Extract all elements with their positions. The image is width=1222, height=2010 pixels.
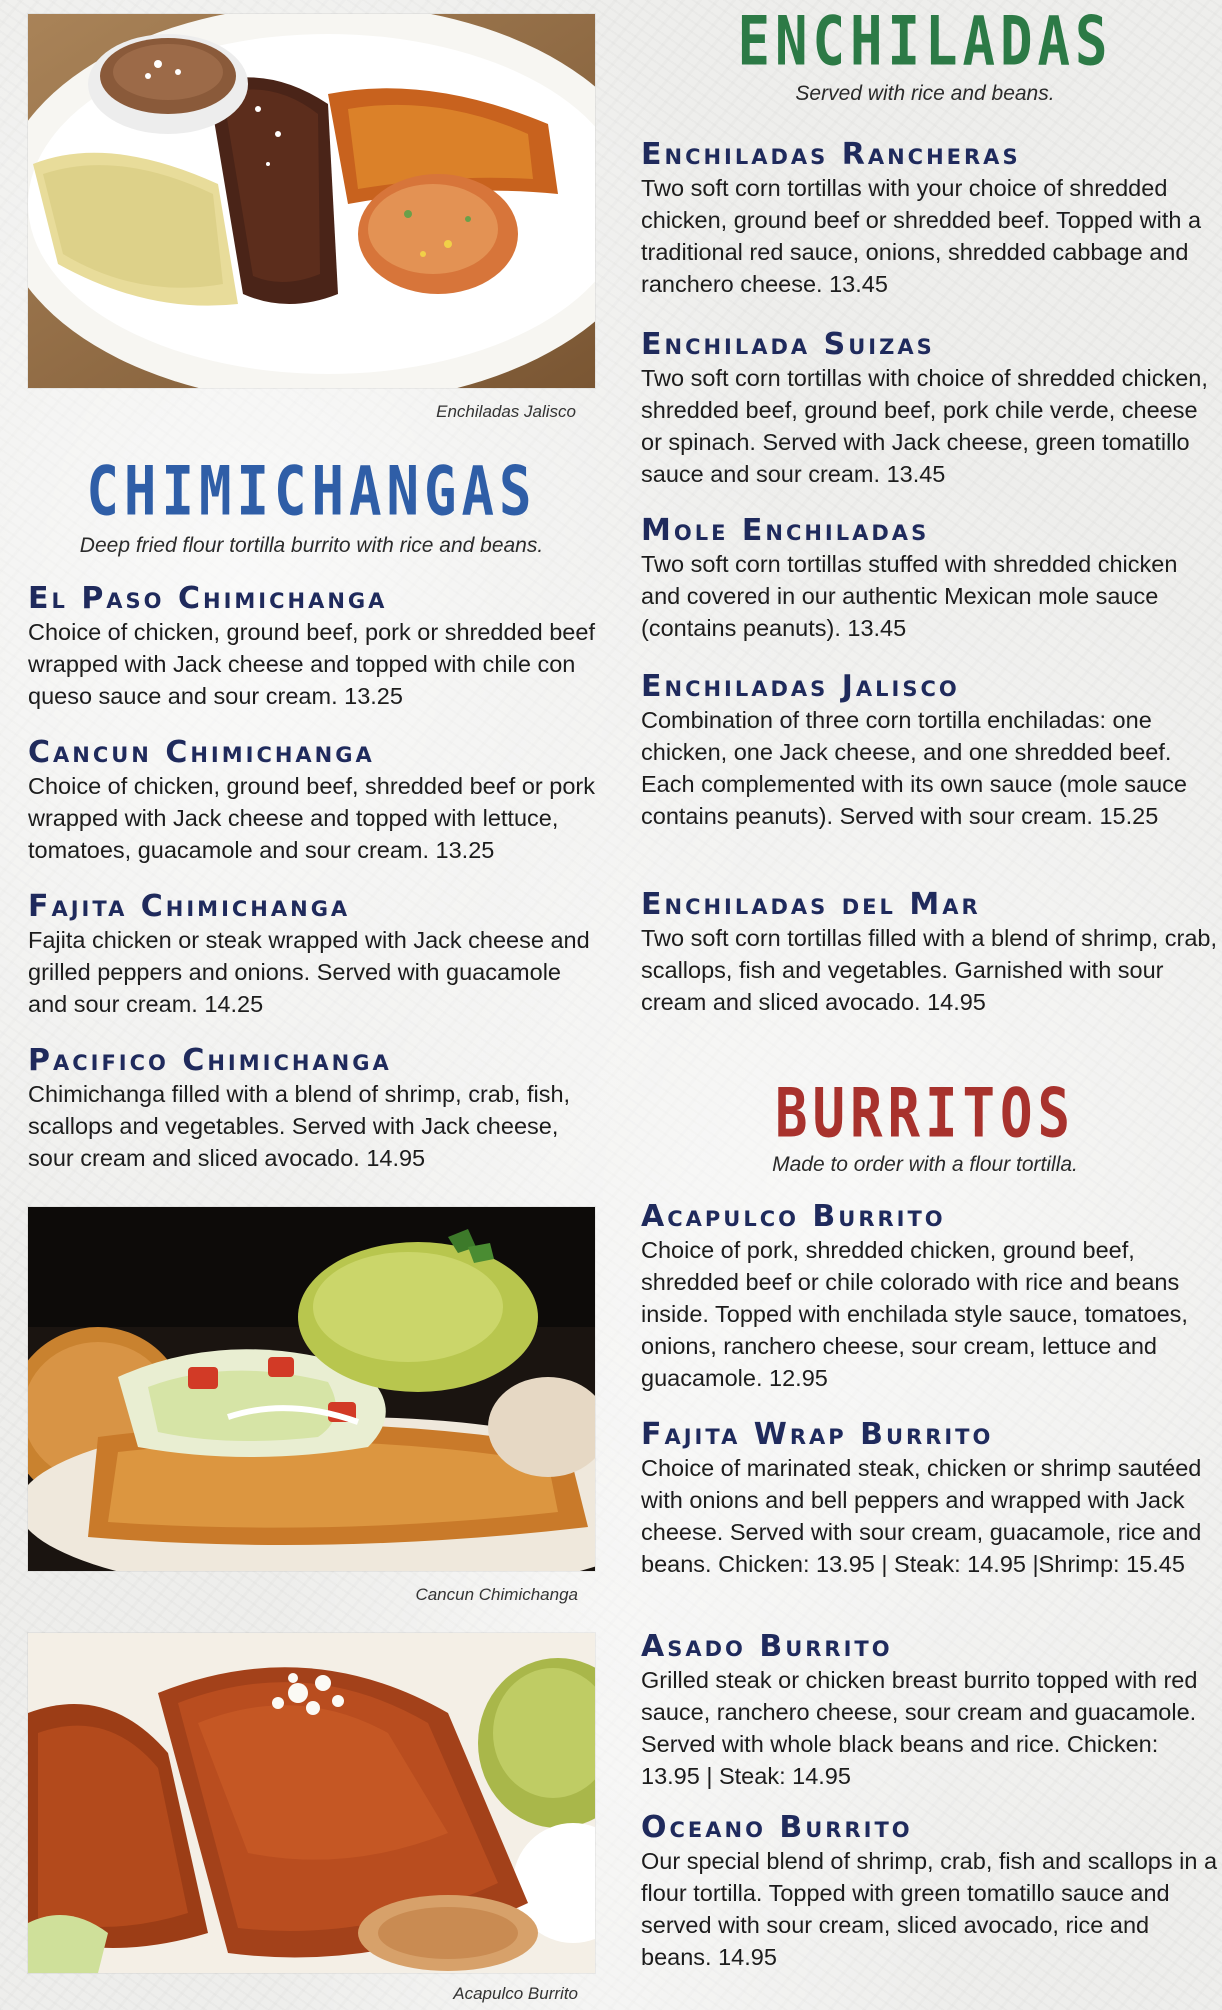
enchiladas-jalisco-caption: Enchiladas Jalisco <box>436 402 576 421</box>
menu-item-enchiladas-rancheras <box>641 138 1219 300</box>
item-name: Acapulco Burrito <box>641 1199 946 1234</box>
cancun-chimichanga-photo <box>28 1207 595 1571</box>
item-name: Enchilada Suizas <box>641 327 935 362</box>
item-description: Choice of chicken, ground beef, shredded beef or pork wrapped with Jack cheese and topped with lettuce, tomatoes, guacamole and sour cream. 13.25 <box>28 773 595 863</box>
menu-item-fajita-wrap-burrito <box>641 1418 1219 1580</box>
item-name: Enchiladas Rancheras <box>641 137 1021 172</box>
menu-item-oceano-burrito <box>641 1811 1219 1973</box>
acapulco-burrito-photo <box>28 1633 595 1973</box>
item-name: Enchiladas Jalisco <box>641 669 960 704</box>
item-description: Two soft corn tortillas stuffed with shredded chicken and covered in our authentic Mexican mole sauce (contains peanuts). 13.45 <box>641 551 1178 641</box>
menu-item-enchiladas-del-mar <box>641 888 1219 1018</box>
item-description: Chimichanga filled with a blend of shrimp, crab, fish, scallops and vegetables. Served with Jack cheese, sour cream and sliced avocado. 14.95 <box>28 1081 571 1171</box>
menu-item-asado-burrito <box>641 1630 1219 1792</box>
menu-item-enchilada-suizas <box>641 328 1219 490</box>
menu-item-el-paso-chimichanga <box>28 582 600 712</box>
item-description: Two soft corn tortillas filled with a blend of shrimp, crab, scallops, fish and vegetables. Garnished with sour cream and sliced avocado. 14.95 <box>641 925 1217 1015</box>
menu-item-cancun-chimichanga <box>28 736 600 866</box>
item-name: Asado Burrito <box>641 1629 893 1664</box>
item-name: Cancun Chimichanga <box>28 735 375 770</box>
item-description: Choice of chicken, ground beef, pork or shredded beef wrapped with Jack cheese and topped with chile con queso sauce and sour cream. 13.25 <box>28 619 595 709</box>
item-name: El Paso Chimichanga <box>28 581 388 616</box>
item-description: Fajita chicken or steak wrapped with Jack cheese and grilled peppers and onions. Served with guacamole and sour cream. 14.25 <box>28 927 590 1017</box>
enchiladas-subtitle: Served with rice and beans. <box>795 82 1055 105</box>
item-description: Two soft corn tortillas with choice of shredded chicken, shredded beef, ground beef, pork chile verde, cheese or spinach. Served with Jack cheese, green tomatillo sauce and sour cream. 13.45 <box>641 365 1208 487</box>
chimichangas-title: CHIMICHANGAS <box>86 451 537 531</box>
acapulco-burrito-caption: Acapulco Burrito <box>453 1984 578 2003</box>
item-name: Enchiladas del Mar <box>641 887 981 922</box>
menu-item-mole-enchiladas <box>641 514 1219 644</box>
chimichangas-subtitle: Deep fried flour tortilla burrito with rice and beans. <box>79 534 544 557</box>
item-description: Grilled steak or chicken breast burrito topped with red sauce, ranchero cheese, sour cream and guacamole. Served with whole black beans and rice. Chicken: 13.95 | Steak: 14.95 <box>641 1667 1198 1789</box>
item-description: Choice of marinated steak, chicken or shrimp sautéed with onions and bell peppers and wrapped with Jack cheese. Served with sour cream, guacamole, rice and beans. Chicken: 13.95 | Steak: 14.95 |Shrimp: 15.45 <box>641 1455 1202 1577</box>
item-description: Choice of pork, shredded chicken, ground beef, shredded beef or chile colorado with rice and beans inside. Topped with enchilada style sauce, tomatoes, onions, ranchero cheese, sour cream, lettuce and guacamole. 12.95 <box>641 1237 1188 1391</box>
item-name: Fajita Wrap Burrito <box>641 1417 994 1452</box>
burritos-subtitle: Made to order with a flour tortilla. <box>772 1153 1078 1176</box>
menu-item-pacifico-chimichanga <box>28 1044 600 1174</box>
enchiladas-jalisco-photo <box>28 14 595 388</box>
cancun-chimichanga-caption: Cancun Chimichanga <box>415 1585 578 1604</box>
item-description: Our special blend of shrimp, crab, fish and scallops in a flour tortilla. Topped with green tomatillo sauce and served with sour cream, sliced avocado, rice and beans. 14.95 <box>641 1848 1218 1970</box>
enchiladas-title: ENCHILADAS <box>737 1 1113 81</box>
item-name: Pacifico Chimichanga <box>28 1043 392 1078</box>
item-name: Mole Enchiladas <box>641 513 930 548</box>
item-name: Fajita Chimichanga <box>28 889 351 924</box>
burritos-title: BURRITOS <box>774 1073 1076 1153</box>
item-description: Two soft corn tortillas with your choice of shredded chicken, ground beef or shredded beef. Topped with a traditional red sauce, onions, shredded cabbage and ranchero cheese. 13.45 <box>641 175 1202 297</box>
item-name: Oceano Burrito <box>641 1810 913 1845</box>
menu-item-enchiladas-jalisco <box>641 670 1219 832</box>
menu-item-acapulco-burrito <box>641 1200 1219 1394</box>
menu-item-fajita-chimichanga <box>28 890 600 1020</box>
item-description: Combination of three corn tortilla enchiladas: one chicken, one Jack cheese, and one shredded beef. Each complemented with its own sauce (mole sauce contains peanuts). Served with sour cream. 15.25 <box>641 707 1187 829</box>
